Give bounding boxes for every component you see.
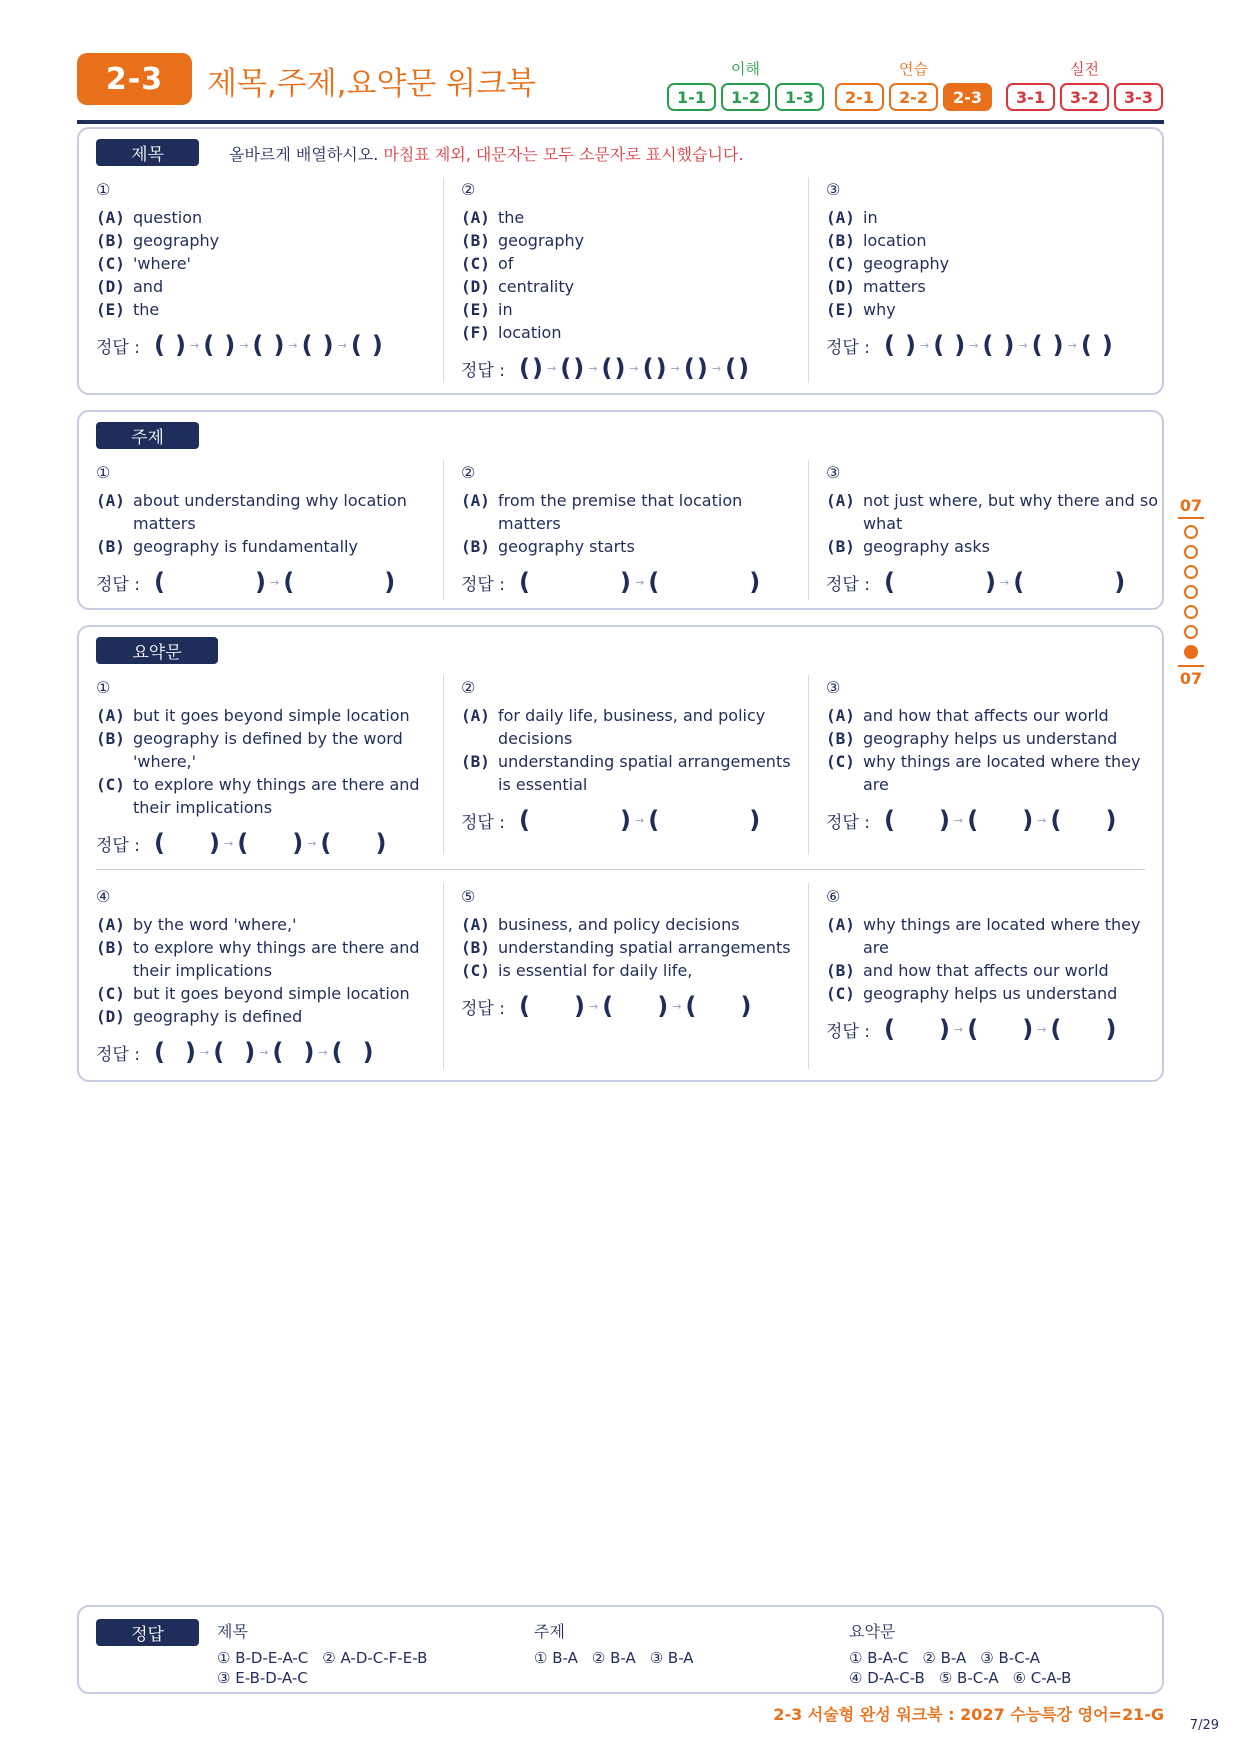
level-button-3-3[interactable]: 3-3 [1114, 83, 1163, 111]
answer-label: 정답 : [96, 1044, 140, 1065]
level-group-practice [835, 58, 992, 111]
item-number: ⑥ [826, 887, 841, 906]
arrow-icon: → [1067, 338, 1077, 352]
answer-row [461, 568, 801, 596]
option: (E) why [826, 300, 896, 319]
answer-slot[interactable]: ( ) [1031, 331, 1064, 359]
summary-item-3 [826, 678, 1166, 834]
option: (D) matters [826, 277, 926, 296]
option: (C) to explore why things are there and their implications [96, 775, 420, 817]
option: (A) business, and policy decisions [461, 915, 740, 934]
level-button-2-1[interactable]: 2-1 [835, 83, 884, 111]
item-number: ① [96, 678, 111, 697]
arrow-icon: → [629, 361, 639, 375]
answer-slot[interactable]: ( ) [883, 806, 950, 834]
arrow-icon: → [269, 575, 280, 589]
column-divider [808, 177, 809, 383]
title-item-2 [461, 180, 801, 382]
answer-slot[interactable]: ( ) [518, 806, 631, 834]
answer-key-line: ④ D-A-C-B ⑤ B-C-A ⑥ C-A-B [849, 1669, 1072, 1687]
answer-slot[interactable]: ( ) [725, 354, 750, 382]
option: (B) geography [96, 231, 220, 250]
item-number: ③ [826, 463, 841, 482]
answer-row [826, 806, 1166, 834]
item-number: ③ [826, 180, 841, 199]
answer-row [826, 331, 1166, 359]
answer-slot[interactable]: ( ) [967, 1015, 1034, 1043]
answer-slot[interactable]: ( ) [153, 568, 266, 596]
answer-key-title [217, 1619, 441, 1688]
option: (B) location [826, 231, 927, 250]
arrow-icon: → [1018, 338, 1028, 352]
answer-row [461, 354, 801, 382]
theme-item-2 [461, 463, 801, 596]
option: (A) question [96, 208, 203, 227]
answer-slot[interactable]: ( ) [883, 1015, 950, 1043]
column-divider [443, 460, 444, 600]
arrow-icon: → [588, 361, 598, 375]
option: (B) geography starts [461, 537, 635, 556]
arrow-icon: → [969, 338, 979, 352]
column-divider [808, 460, 809, 600]
option: (C) why things are located where they are [826, 752, 1141, 794]
row-divider [96, 869, 1145, 870]
arrow-icon: → [634, 575, 645, 589]
answer-label: 정답 : [96, 574, 140, 595]
level-button-1-2[interactable]: 1-2 [721, 83, 770, 111]
answer-slot[interactable]: ( ) [350, 331, 383, 359]
answer-key-line: ① B-A-C ② B-A ③ B-C-A [849, 1649, 1041, 1667]
side-progress-nav [1178, 496, 1204, 688]
answer-slot[interactable]: ( ) [283, 568, 396, 596]
column-divider [443, 177, 444, 383]
option: (B) geography is fundamentally [96, 537, 358, 556]
option: (B) geography is defined by the word 'where,' [96, 729, 403, 771]
answer-slot[interactable]: ( ) [331, 1038, 374, 1066]
theme-item-3 [826, 463, 1166, 596]
arrow-icon: → [189, 338, 200, 352]
title-panel [77, 127, 1164, 395]
arrow-icon: → [307, 836, 317, 850]
instruction-text: 올바르게 배열하시오. [229, 145, 379, 164]
answer-key-summary [849, 1619, 1085, 1688]
answer-slot[interactable]: ( ) [933, 331, 966, 359]
answer-key-line: ① B-A ② B-A ③ B-A [534, 1649, 694, 1667]
answer-slot[interactable]: ( ) [560, 354, 585, 382]
level-button-3-1[interactable]: 3-1 [1006, 83, 1055, 111]
answer-label: 정답 : [461, 574, 505, 595]
theme-panel [77, 410, 1164, 610]
answer-row [96, 568, 436, 596]
answer-slot[interactable]: ( ) [602, 992, 669, 1020]
answer-slot[interactable]: ( ) [601, 354, 626, 382]
answer-key-head: 제목 [217, 1622, 248, 1641]
answer-slot[interactable]: ( ) [153, 331, 186, 359]
arrow-icon: → [953, 1022, 964, 1036]
arrow-icon: → [239, 338, 249, 352]
summary-item-2 [461, 678, 801, 834]
arrow-icon: → [670, 361, 680, 375]
level-group-understand [667, 58, 824, 111]
answer-row [96, 829, 436, 857]
option: (F) location [461, 323, 562, 342]
footer-title: 2-3 서술형 완성 워크북 : 2027 수능특강 영어=21-G [773, 1705, 1164, 1724]
option: (A) and how that affects our world [826, 706, 1109, 725]
option: (C) is essential for daily life, [461, 961, 693, 980]
answer-label: 정답 : [461, 360, 505, 381]
answer-slot[interactable]: ( ) [642, 354, 667, 382]
answer-slot[interactable]: ( ) [648, 806, 761, 834]
item-number: ① [96, 463, 111, 482]
answer-label: 정답 : [826, 1021, 870, 1042]
answer-label: 정답 : [826, 812, 870, 833]
option: (E) in [461, 300, 513, 319]
summary-item-5 [461, 887, 801, 1020]
answer-key-tag: 정답 [96, 1619, 199, 1646]
answer-slot[interactable]: ( ) [1050, 806, 1117, 834]
arrow-icon: → [223, 836, 234, 850]
item-number: ⑤ [461, 887, 476, 906]
answer-slot[interactable]: ( ) [648, 568, 761, 596]
answer-slot[interactable]: ( ) [883, 568, 996, 596]
level-button-3-2[interactable]: 3-2 [1060, 83, 1109, 111]
item-number: ④ [96, 887, 111, 906]
answer-slot[interactable]: ( ) [153, 1038, 196, 1066]
answer-row [461, 806, 801, 834]
option: (A) for daily life, business, and policy decisions [461, 706, 766, 748]
answer-slot[interactable]: ( ) [213, 1038, 256, 1066]
arrow-icon: → [919, 338, 930, 352]
answer-slot[interactable]: ( ) [1050, 1015, 1117, 1043]
progress-dot[interactable] [1184, 525, 1198, 539]
option: (C) geography helps us understand [826, 984, 1118, 1003]
answer-slot[interactable]: ( ) [252, 331, 285, 359]
title-item-3 [826, 180, 1166, 359]
progress-dot[interactable] [1184, 545, 1198, 559]
arrow-icon: → [259, 1045, 269, 1059]
answer-slot[interactable]: ( ) [1080, 331, 1113, 359]
answer-slot[interactable]: ( ) [683, 354, 708, 382]
answer-row [826, 568, 1166, 596]
progress-dot-active[interactable] [1184, 645, 1198, 659]
column-divider [443, 675, 444, 855]
answer-label: 정답 : [461, 998, 505, 1019]
arrow-icon: → [1037, 813, 1047, 827]
item-number: ② [461, 678, 476, 697]
answer-label: 정답 : [96, 337, 140, 358]
option: (B) understanding spatial arrangements is essential [461, 752, 791, 794]
option: (A) in [826, 208, 878, 227]
progress-dot[interactable] [1184, 625, 1198, 639]
header-divider [77, 120, 1164, 124]
lesson-badge: 2-3 [77, 53, 192, 105]
level-button-1-3[interactable]: 1-3 [775, 83, 824, 111]
progress-dot[interactable] [1184, 565, 1198, 579]
answer-slot[interactable]: ( ) [272, 1038, 315, 1066]
arrow-icon: → [337, 338, 347, 352]
summary-item-6 [826, 887, 1166, 1043]
page-title: 제목,주제,요약문 워크북 [207, 66, 537, 102]
summary-item-4 [96, 887, 436, 1066]
arrow-icon: → [634, 813, 645, 827]
answer-slot[interactable]: ( ) [237, 829, 304, 857]
option: (B) to explore why things are there and their implications [96, 938, 420, 980]
option: (C) 'where' [96, 254, 191, 273]
item-number: ① [96, 180, 111, 199]
answer-row [461, 992, 801, 1020]
section-tag: 요약문 [96, 637, 218, 664]
option: (A) about understanding why location matters [96, 491, 407, 533]
answer-key-panel [77, 1605, 1164, 1694]
level-label: 이해 [731, 60, 760, 78]
option: (A) why things are located where they are [826, 915, 1141, 957]
level-button-2-2[interactable]: 2-2 [889, 83, 938, 111]
answer-slot[interactable]: ( ) [982, 331, 1015, 359]
arrow-icon: → [199, 1045, 210, 1059]
level-button-2-3[interactable]: 2-3 [943, 83, 992, 111]
answer-label: 정답 : [96, 835, 140, 856]
arrow-icon: → [288, 338, 298, 352]
progress-dot[interactable] [1184, 605, 1198, 619]
answer-slot[interactable]: ( ) [967, 806, 1034, 834]
option: (D) and [96, 277, 164, 296]
summary-panel [77, 625, 1164, 1082]
answer-label: 정답 : [826, 574, 870, 595]
arrow-icon: → [546, 361, 557, 375]
answer-slot[interactable]: ( ) [883, 331, 916, 359]
option: (A) by the word 'where,' [96, 915, 297, 934]
option: (A) but it goes beyond simple location [96, 706, 410, 725]
instruction-note: 마침표 제외, 대문자는 모두 소문자로 표시했습니다. [383, 145, 744, 164]
answer-slot[interactable]: ( ) [153, 829, 220, 857]
answer-key-line: ① B-D-E-A-C ② A-D-C-F-E-B [217, 1649, 428, 1667]
option: (C) but it goes beyond simple location [96, 984, 410, 1003]
item-number: ② [461, 463, 476, 482]
answer-slot[interactable]: ( ) [203, 331, 236, 359]
answer-slot[interactable]: ( ) [301, 331, 334, 359]
section-tag: 주제 [96, 422, 199, 449]
column-divider [443, 883, 444, 1069]
answer-key-head: 주제 [534, 1622, 565, 1641]
page-number: 7/29 [1189, 1718, 1219, 1733]
option: (D) geography is defined [96, 1007, 303, 1026]
answer-label: 정답 : [461, 812, 505, 833]
level-label: 연습 [899, 60, 928, 78]
option: (E) the [96, 300, 160, 319]
level-label: 실전 [1070, 60, 1099, 78]
answer-slot[interactable]: ( ) [1013, 568, 1126, 596]
arrow-icon: → [1037, 1022, 1047, 1036]
level-button-1-1[interactable]: 1-1 [667, 83, 716, 111]
option: (A) from the premise that location matters [461, 491, 743, 533]
option: (B) geography asks [826, 537, 990, 556]
answer-slot[interactable]: ( ) [518, 354, 543, 382]
option: (B) geography [461, 231, 585, 250]
title-item-1 [96, 180, 436, 359]
progress-dot[interactable] [1184, 585, 1198, 599]
side-nav-number-bottom: 07 [1178, 665, 1204, 688]
arrow-icon: → [672, 999, 682, 1013]
option: (C) geography [826, 254, 950, 273]
option: (B) and how that affects our world [826, 961, 1109, 980]
option: (A) the [461, 208, 525, 227]
arrow-icon: → [999, 575, 1010, 589]
instruction [229, 142, 744, 165]
answer-slot[interactable]: ( ) [518, 992, 585, 1020]
option: (B) geography helps us understand [826, 729, 1118, 748]
arrow-icon: → [588, 999, 599, 1013]
answer-key-head: 요약문 [849, 1622, 896, 1641]
answer-slot[interactable]: ( ) [320, 829, 387, 857]
answer-row [96, 331, 436, 359]
level-group-real [1006, 58, 1163, 111]
answer-row [826, 1015, 1166, 1043]
answer-slot[interactable]: ( ) [518, 568, 631, 596]
option: (A) not just where, but why there and so what [826, 491, 1159, 533]
arrow-icon: → [711, 361, 722, 375]
answer-key-line: ③ E-B-D-A-C [217, 1669, 308, 1687]
answer-row [96, 1038, 436, 1066]
option: (C) of [461, 254, 514, 273]
section-tag: 제목 [96, 139, 199, 166]
theme-item-1 [96, 463, 436, 596]
answer-label: 정답 : [826, 337, 870, 358]
column-divider [808, 675, 809, 855]
side-nav-number-top: 07 [1178, 496, 1204, 519]
arrow-icon: → [318, 1045, 328, 1059]
answer-slot[interactable]: ( ) [685, 992, 752, 1020]
arrow-icon: → [953, 813, 964, 827]
item-number: ② [461, 180, 476, 199]
answer-key-theme [534, 1619, 708, 1668]
summary-item-1 [96, 678, 436, 857]
option: (B) understanding spatial arrangements [461, 938, 791, 957]
option: (D) centrality [461, 277, 575, 296]
item-number: ③ [826, 678, 841, 697]
column-divider [808, 883, 809, 1069]
